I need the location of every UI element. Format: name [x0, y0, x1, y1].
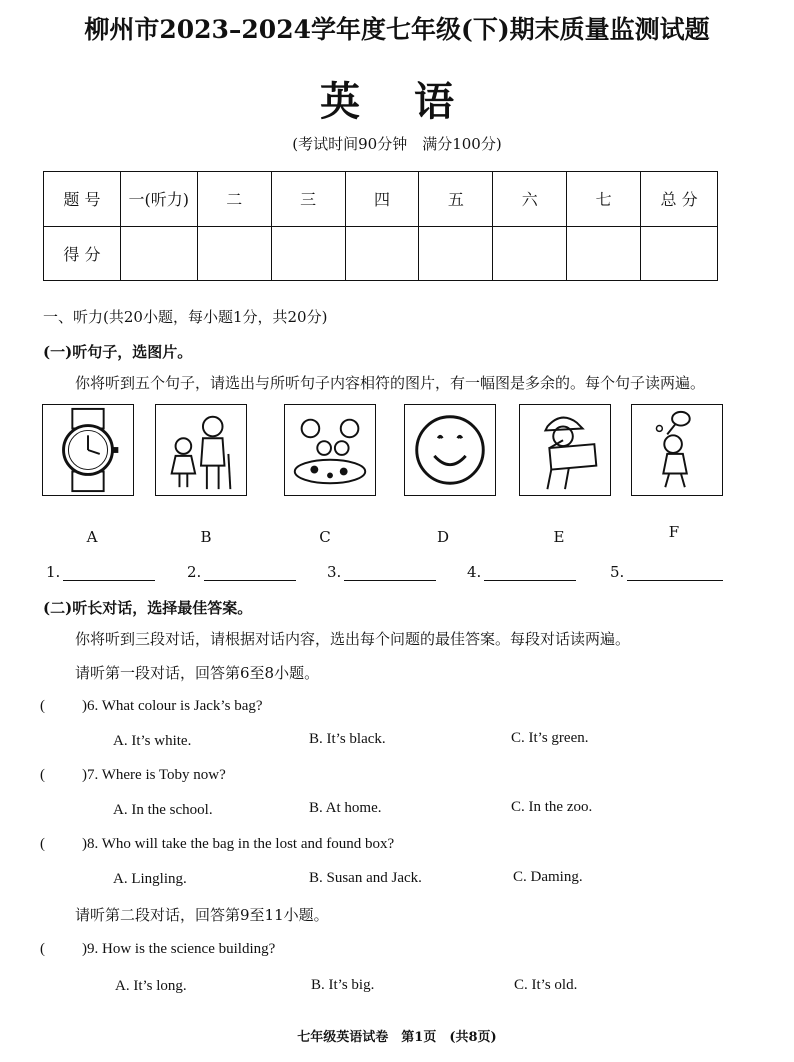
score-table-header-row [44, 172, 718, 227]
page-footer: 七年级英语试卷 第1页 (共8页) [297, 1030, 497, 1045]
blank-number: 5. [610, 563, 625, 581]
score-cell[interactable] [345, 226, 419, 281]
exam-title: 柳州市2023–2024学年度七年级(下)期末质量监测试题 [84, 15, 710, 44]
answer-blank[interactable] [610, 563, 723, 581]
option-b: B. It’s big. [311, 977, 375, 993]
picture-letter: B [200, 528, 212, 546]
blank-number: 1. [46, 563, 61, 581]
score-table-score-row [44, 226, 718, 281]
girl-and-grandpa-icon [155, 404, 247, 496]
score-header-cell: 七 [567, 172, 641, 227]
blank-number: 4. [467, 563, 482, 581]
part2-title: (二)听长对话，选择最佳答案。 [43, 599, 253, 617]
score-cell[interactable] [641, 226, 718, 281]
option-c: C. In the zoo. [511, 799, 593, 815]
girl-playing-tennis-icon [631, 404, 723, 496]
picture-letter: C [319, 528, 331, 546]
score-label-cell: 得 分 [44, 226, 121, 281]
score-cell[interactable] [419, 226, 493, 281]
option-a: A. In the school. [113, 802, 213, 818]
score-header-cell: 三 [271, 172, 345, 227]
section1-title: 一、听力(共20小题，每小题1分，共20分) [43, 308, 328, 326]
part2-instruction: 你将听到三段对话，请根据对话内容，选出每个问题的最佳答案。每段对话读两遍。 [75, 630, 631, 648]
boy-carrying-box-icon [519, 404, 611, 496]
score-header-cell: 一(听力) [120, 172, 197, 227]
score-header-cell: 题 号 [44, 172, 121, 227]
answer-bracket[interactable]: ( [40, 836, 45, 852]
question-8 [40, 836, 394, 853]
score-cell[interactable] [120, 226, 197, 281]
part1-instruction: 你将听到五个句子，请选出与所听句子内容相符的图片，有一幅图是多余的。每个句子读两遍。 [75, 374, 706, 392]
score-header-cell: 总 分 [641, 172, 718, 227]
dialog1-instruction: 请听第一段对话，回答第6至8小题。 [75, 664, 320, 682]
score-header-cell: 五 [419, 172, 493, 227]
option-b: B. Susan and Jack. [309, 870, 422, 886]
score-cell[interactable] [493, 226, 567, 281]
answer-blank[interactable] [327, 563, 436, 581]
subject-title: 英 语 [320, 78, 474, 125]
picture-letter: F [668, 523, 680, 541]
blank-number: 2. [187, 563, 202, 581]
answer-bracket[interactable]: ( [40, 698, 45, 714]
score-cell[interactable] [197, 226, 271, 281]
score-header-cell: 二 [197, 172, 271, 227]
answer-bracket[interactable]: ( [40, 767, 45, 783]
score-cell[interactable] [567, 226, 641, 281]
dialog2-instruction: 请听第二段对话，回答第9至11小题。 [75, 906, 329, 924]
family-dinner-icon [284, 404, 376, 496]
option-a: A. Lingling. [113, 871, 187, 887]
option-b: B. It’s black. [309, 731, 386, 747]
part1-title: (一)听句子，选图片。 [43, 343, 193, 361]
smiley-face-icon [404, 404, 496, 496]
question-6 [40, 698, 263, 715]
picture-letter: D [436, 528, 450, 546]
option-c: C. It’s old. [514, 977, 578, 993]
score-header-cell: 四 [345, 172, 419, 227]
question-stem: )7. Where is Toby now? [82, 767, 226, 783]
question-9 [40, 941, 275, 958]
answer-blank[interactable] [467, 563, 576, 581]
question-stem: )9. How is the science building? [82, 941, 276, 957]
option-a: A. It’s long. [115, 978, 187, 994]
score-header-cell: 六 [493, 172, 567, 227]
answer-blank[interactable] [187, 563, 296, 581]
answer-bracket[interactable]: ( [40, 941, 45, 957]
score-table [43, 171, 718, 281]
answer-blank[interactable] [46, 563, 155, 581]
option-b: B. At home. [309, 800, 382, 816]
score-cell[interactable] [271, 226, 345, 281]
picture-letter: E [553, 528, 565, 546]
watch-icon [42, 404, 134, 496]
question-7 [40, 767, 226, 784]
option-c: C. It’s green. [511, 730, 589, 746]
picture-letter: A [86, 528, 98, 546]
blank-number: 3. [327, 563, 342, 581]
option-a: A. It’s white. [113, 733, 192, 749]
exam-info: (考试时间90分钟 满分100分) [292, 135, 502, 153]
question-stem: )6. What colour is Jack’s bag? [82, 698, 263, 714]
option-c: C. Daming. [513, 869, 583, 885]
question-stem: )8. Who will take the bag in the lost and found box? [82, 836, 395, 852]
